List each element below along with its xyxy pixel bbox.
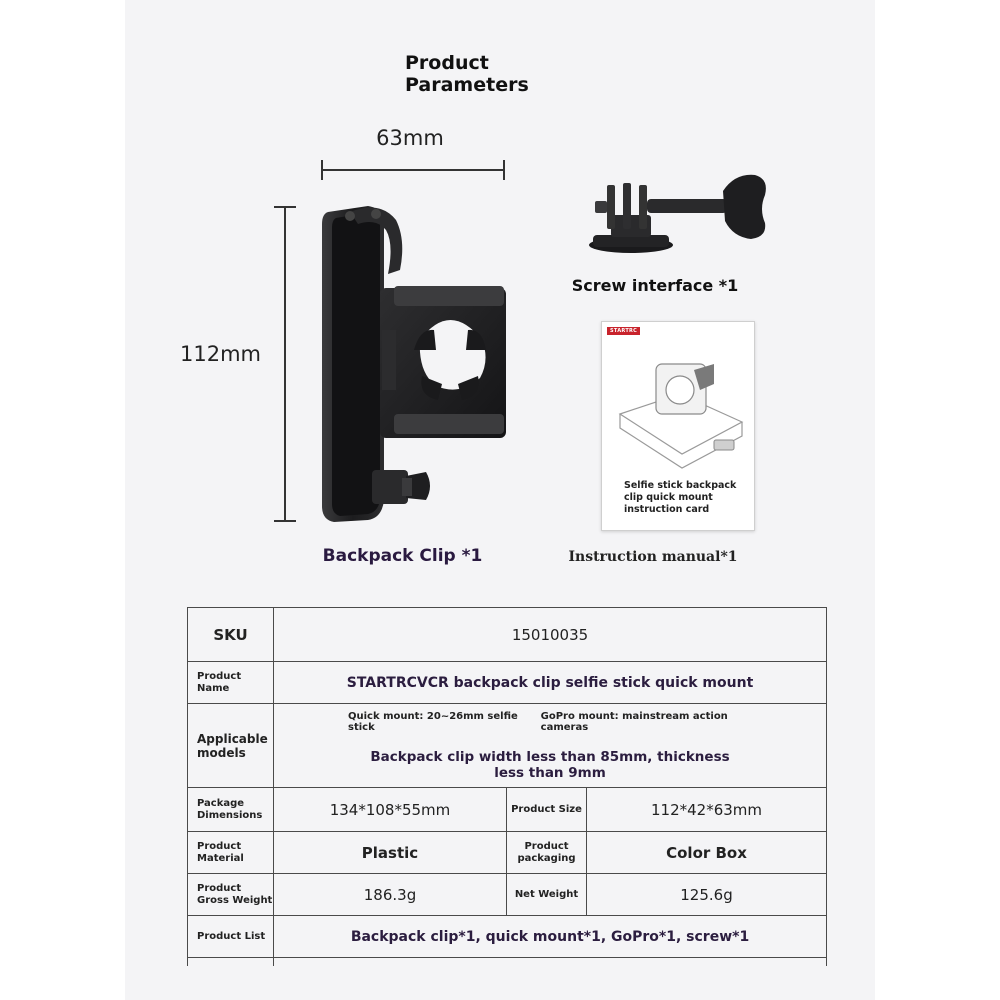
card-product-illustration	[610, 344, 750, 474]
width-dimension-cap-left	[321, 160, 323, 180]
table-row	[188, 608, 827, 662]
screw-interface-image	[585, 165, 775, 260]
spec-table	[187, 607, 827, 966]
table-row	[188, 662, 827, 704]
height-dimension-cap-bottom	[274, 520, 296, 522]
net-weight-label: Net Weight	[507, 874, 587, 916]
backpack-clip-label: Backpack Clip *1	[322, 546, 483, 566]
table-row	[188, 874, 827, 916]
table-row	[188, 916, 827, 958]
table-row	[188, 832, 827, 874]
instruction-manual-label: Instruction manual*1	[568, 549, 738, 565]
height-dimension-cap-top	[274, 206, 296, 208]
table-row	[188, 958, 827, 966]
net-weight-value: 125.6g	[587, 874, 827, 916]
product-material-label: Product Material	[188, 832, 274, 874]
clip-size-note: Backpack clip width less than 85mm, thickness less than 9mm	[370, 748, 730, 781]
page-title-line2: Parameters	[405, 74, 529, 96]
table-row	[188, 704, 827, 788]
product-list-label: Product List	[188, 916, 274, 958]
width-dimension-label: 63mm	[376, 126, 444, 150]
backpack-clip-image	[310, 200, 520, 530]
applicable-models-label: Applicable models	[188, 704, 274, 788]
height-dimension-line	[284, 206, 286, 522]
table-row	[188, 788, 827, 832]
card-caption: Selfie stick backpack clip quick mount instruction card	[624, 480, 737, 515]
table-edge-cell	[274, 958, 827, 966]
package-dimensions-label: Package Dimensions	[188, 788, 274, 832]
height-dimension-label: 112mm	[180, 342, 261, 366]
table-edge-cell	[188, 958, 274, 966]
page-title-line1: Product	[405, 52, 489, 74]
gopro-mount-text: GoPro mount: mainstream action cameras	[540, 710, 728, 733]
quick-mount-text: Quick mount: 20~26mm selfie stick	[348, 710, 518, 733]
sku-label: SKU	[188, 608, 274, 662]
sku-value: 15010035	[274, 608, 827, 662]
card-brand-logo: STARTRC	[607, 327, 640, 335]
gross-weight-value: 186.3g	[274, 874, 507, 916]
product-list-value: Backpack clip*1, quick mount*1, GoPro*1, screw*1	[274, 916, 827, 958]
package-dimensions-value: 134*108*55mm	[274, 788, 507, 832]
product-packaging-value: Color Box	[587, 832, 827, 874]
instruction-card	[601, 321, 755, 531]
product-name-value: STARTRCVCR backpack clip selfie stick quick mount	[274, 662, 827, 704]
width-dimension-cap-right	[503, 160, 505, 180]
product-size-value: 112*42*63mm	[587, 788, 827, 832]
product-material-value: Plastic	[274, 832, 507, 874]
page-title	[405, 52, 529, 96]
width-dimension-line	[321, 169, 505, 171]
product-size-label: Product Size	[507, 788, 587, 832]
screw-interface-label: Screw interface *1	[571, 276, 739, 295]
product-packaging-label: Product packaging	[507, 832, 587, 874]
gross-weight-label: Product Gross Weight	[188, 874, 274, 916]
product-name-label: Product Name	[188, 662, 274, 704]
applicable-models-value	[274, 704, 827, 788]
